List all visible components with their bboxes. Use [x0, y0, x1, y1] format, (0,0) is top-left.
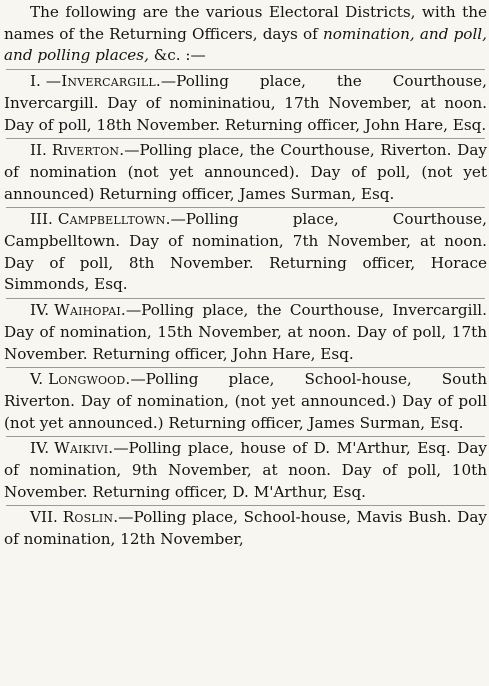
divider-rule	[6, 505, 485, 506]
intro-italic-text: nomination, and poll, and polling places,	[4, 24, 487, 65]
intro-text: The following are the various Electoral Districts, with the names of the Returning Officers, days of	[4, 3, 487, 43]
district-numeral: V.	[30, 370, 44, 389]
district-name: Waikivi.	[54, 439, 114, 458]
district-numeral: VII.	[30, 508, 58, 527]
intro-paragraph	[4, 2, 487, 67]
divider-rule	[6, 436, 485, 437]
divider-rule	[6, 138, 485, 139]
divider-rule	[6, 367, 485, 368]
district-details: —Polling place, house of D. M'Arthur, Esq. Day of nomination, 9th November, at noon. Day of poll, 10th November. Returning officer, D. M'Arthur, Esq.	[4, 439, 487, 501]
district-details: —Polling place, the Courthouse, Invercargill. Day of nomination, 15th November, at noon. Day of poll, 17th November. Returning officer, John Hare, Esq.	[4, 301, 487, 363]
district-name: Riverton.	[51, 141, 125, 160]
district-name: —Invercargill.	[45, 72, 161, 91]
district-name: Campbelltown.	[57, 210, 171, 229]
district-details: —Polling place, Courthouse, Campbelltown. Day of nomination, 7th November, at noon. Day of poll, 8th November. Returning officer, Horace Simmonds, Esq.	[4, 210, 487, 294]
district-details: —Polling place, the Courthouse, Riverton. Day of nomination (not yet announced). Day of poll, (not yet announced) Returning officer, James Surman, Esq.	[4, 141, 487, 203]
divider-rule	[6, 69, 485, 70]
district-entry-longwood	[4, 369, 487, 434]
intro-tail-text: &c. :—	[148, 46, 206, 65]
district-entry-waihopai	[4, 300, 487, 365]
district-entry-invercargill	[4, 71, 487, 136]
district-numeral: IV.	[30, 301, 50, 320]
district-numeral: IV.	[30, 439, 50, 458]
district-entry-waikivi	[4, 438, 487, 503]
divider-rule	[6, 298, 485, 299]
district-name: Longwood.	[48, 370, 131, 389]
district-numeral: III.	[30, 210, 53, 229]
district-details: —Polling place, School-house, Mavis Bush. Day of nomination, 12th November,	[4, 508, 487, 549]
district-name: Roslin.	[62, 508, 119, 527]
district-details: —Polling place, School-house, South Riverton. Day of nomination, (not yet announced.) Day of poll (not yet announced.) Returning officer, James Surman, Esq.	[4, 370, 487, 432]
district-entry-riverton	[4, 140, 487, 205]
district-details: —Polling place, the Courthouse, Invercargill. Day of nomininatiou, 17th November, at noon. Day of poll, 18th November. Returning officer, John Hare, Esq.	[4, 72, 487, 134]
divider-rule	[6, 207, 485, 208]
district-entry-roslin	[4, 507, 487, 550]
district-numeral: II.	[30, 141, 47, 160]
district-entry-campbelltown	[4, 209, 487, 296]
district-numeral: I.	[30, 72, 41, 91]
district-name: Waihopai.	[54, 301, 126, 320]
